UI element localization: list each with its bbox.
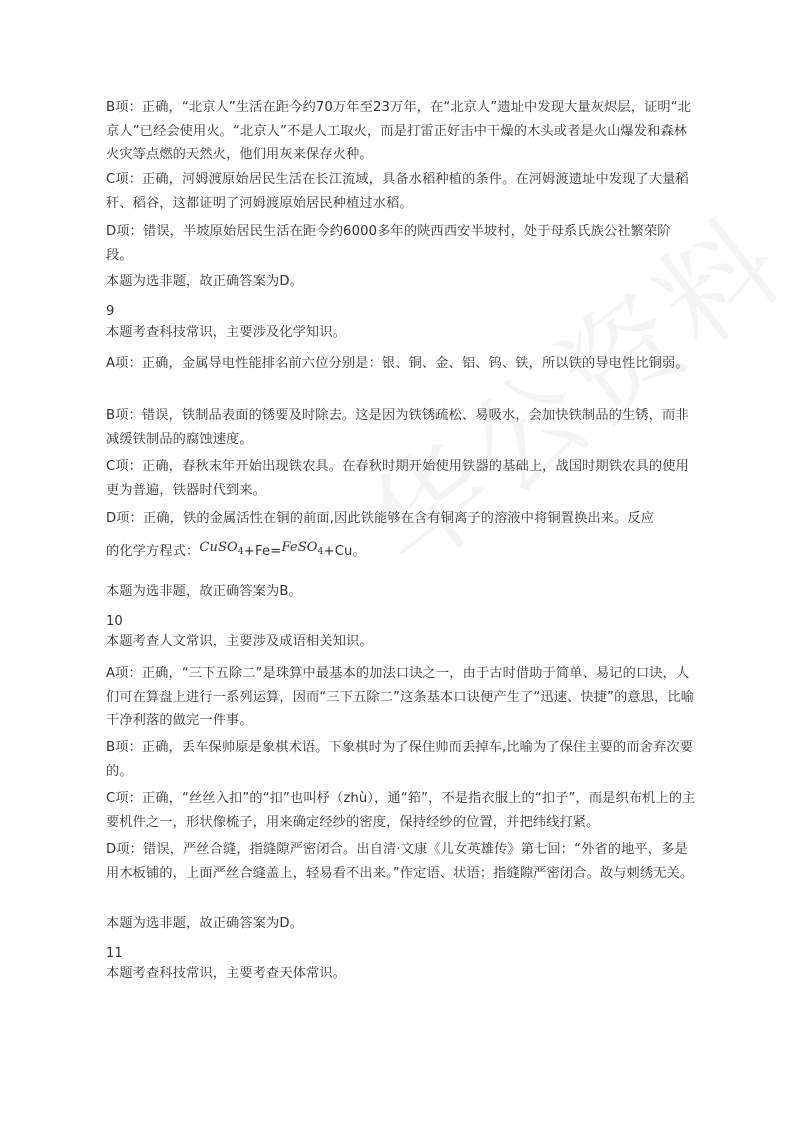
q9-option-b: B项：错误，铁制品表面的锈要及时除去。这是因为铁锈疏松、易吸水，会加快铁制品的生锈，而非减缓铁制品的腐蚀速度。 <box>106 408 689 447</box>
q10-number: 10 <box>106 614 123 629</box>
formula-cuso4: CuSO$_4$ <box>199 540 244 557</box>
q8-answer: 本题为选非题，故正确答案为D。 <box>106 274 304 289</box>
q9-option-d: D项：正确，铁的金属活性在铜的前面,因此铁能够在含有铜离子的溶液中将铜置换出来。反应 <box>106 511 655 526</box>
q8-option-b: B项：正确，“北京人”生活在距今约70万年至23万年，在“北京人”遗址中发现大量灰烬层，证明“北京人”已经会使用火。“北京人”不是人工取火，而是打雷正好击中干燥的木头或者是火山爆发和森林火灾等点燃的天然火，他们用灰来保存火种。 <box>106 100 692 162</box>
q10-answer: 本题为选非题，故正确答案为D。 <box>106 916 304 931</box>
q10-option-a: A项：正确，“三下五除二”是珠算中最基本的加法口诀之一，由于古时借助于简单、易记的口诀，人们可在算盘上进行一系列运算，因而“三下五除二”这条基本口诀便产生了“迅速、快捷”的意思，比喻干净利落的做完一件事。 <box>106 666 695 728</box>
q8-option-c: C项：正确，河姆渡原始居民生活在长江流域，具备水稻种植的条件。在河姆渡遗址中发现了大量稻秆、稻谷，这都证明了河姆渡原始居民种植过水稻。 <box>106 172 689 211</box>
q9-equation-prefix: 的化学方程式： <box>106 544 200 559</box>
q9-intro: 本题考查科技常识，主要涉及化学知识。 <box>106 325 347 340</box>
q9-option-c: C项：正确，春秋末年开始出现铁农具。在春秋时期开始使用铁器的基础上，战国时期铁农具的使用更为普遍，铁器时代到来。 <box>106 459 689 498</box>
q9-equation-end: +Cu。 <box>323 544 366 559</box>
q10-option-d: D项：错误，严丝合缝，指缝隙严密闭合。出自清·文康《儿女英雄传》第七回：“外省的地平，多是用木板铺的，上面严丝合缝盖上，轻易看不出来。”作定语、状语；指缝隙严密闭合。故与刺绣无关。 <box>106 842 694 881</box>
q11-intro: 本题考查科技常识，主要考查天体常识。 <box>106 966 347 981</box>
q10-option-c: C项：正确，“丝丝入扣”的“扣”也叫杼（zhù），通“筘”，不是指衣服上的“扣子”，而是织布机上的主要机件之一，形状像梳子，用来确定经纱的密度，保持经纱的位置，并把纬线打紧。 <box>106 791 696 830</box>
q10-option-b: B项：正确，丢车保帅原是象棋术语。下象棋时为了保住帅而丢掉车,比喻为了保住主要的而舍弃次要的。 <box>106 740 694 779</box>
q9-answer: 本题为选非题，故正确答案为B。 <box>106 584 302 599</box>
q9-equation-mid: +Fe= <box>243 544 282 559</box>
q10-intro: 本题考查人文常识，主要涉及成语相关知识。 <box>106 634 373 649</box>
q11-number: 11 <box>106 946 123 961</box>
q9-equation-line <box>106 540 696 569</box>
q9-option-a: A项：正确，金属导电性能排名前六位分别是：银、铜、金、铝、钨、铁，所以铁的导电性比铜弱。 <box>106 356 689 371</box>
q9-number: 9 <box>106 304 115 319</box>
q8-option-d: D项：错误，半坡原始居民生活在距今约6000多年的陕西西安半坡村，处于母系氏族公社繁荣阶段。 <box>106 224 671 263</box>
formula-feso4: FeSO$_4$ <box>281 540 324 557</box>
